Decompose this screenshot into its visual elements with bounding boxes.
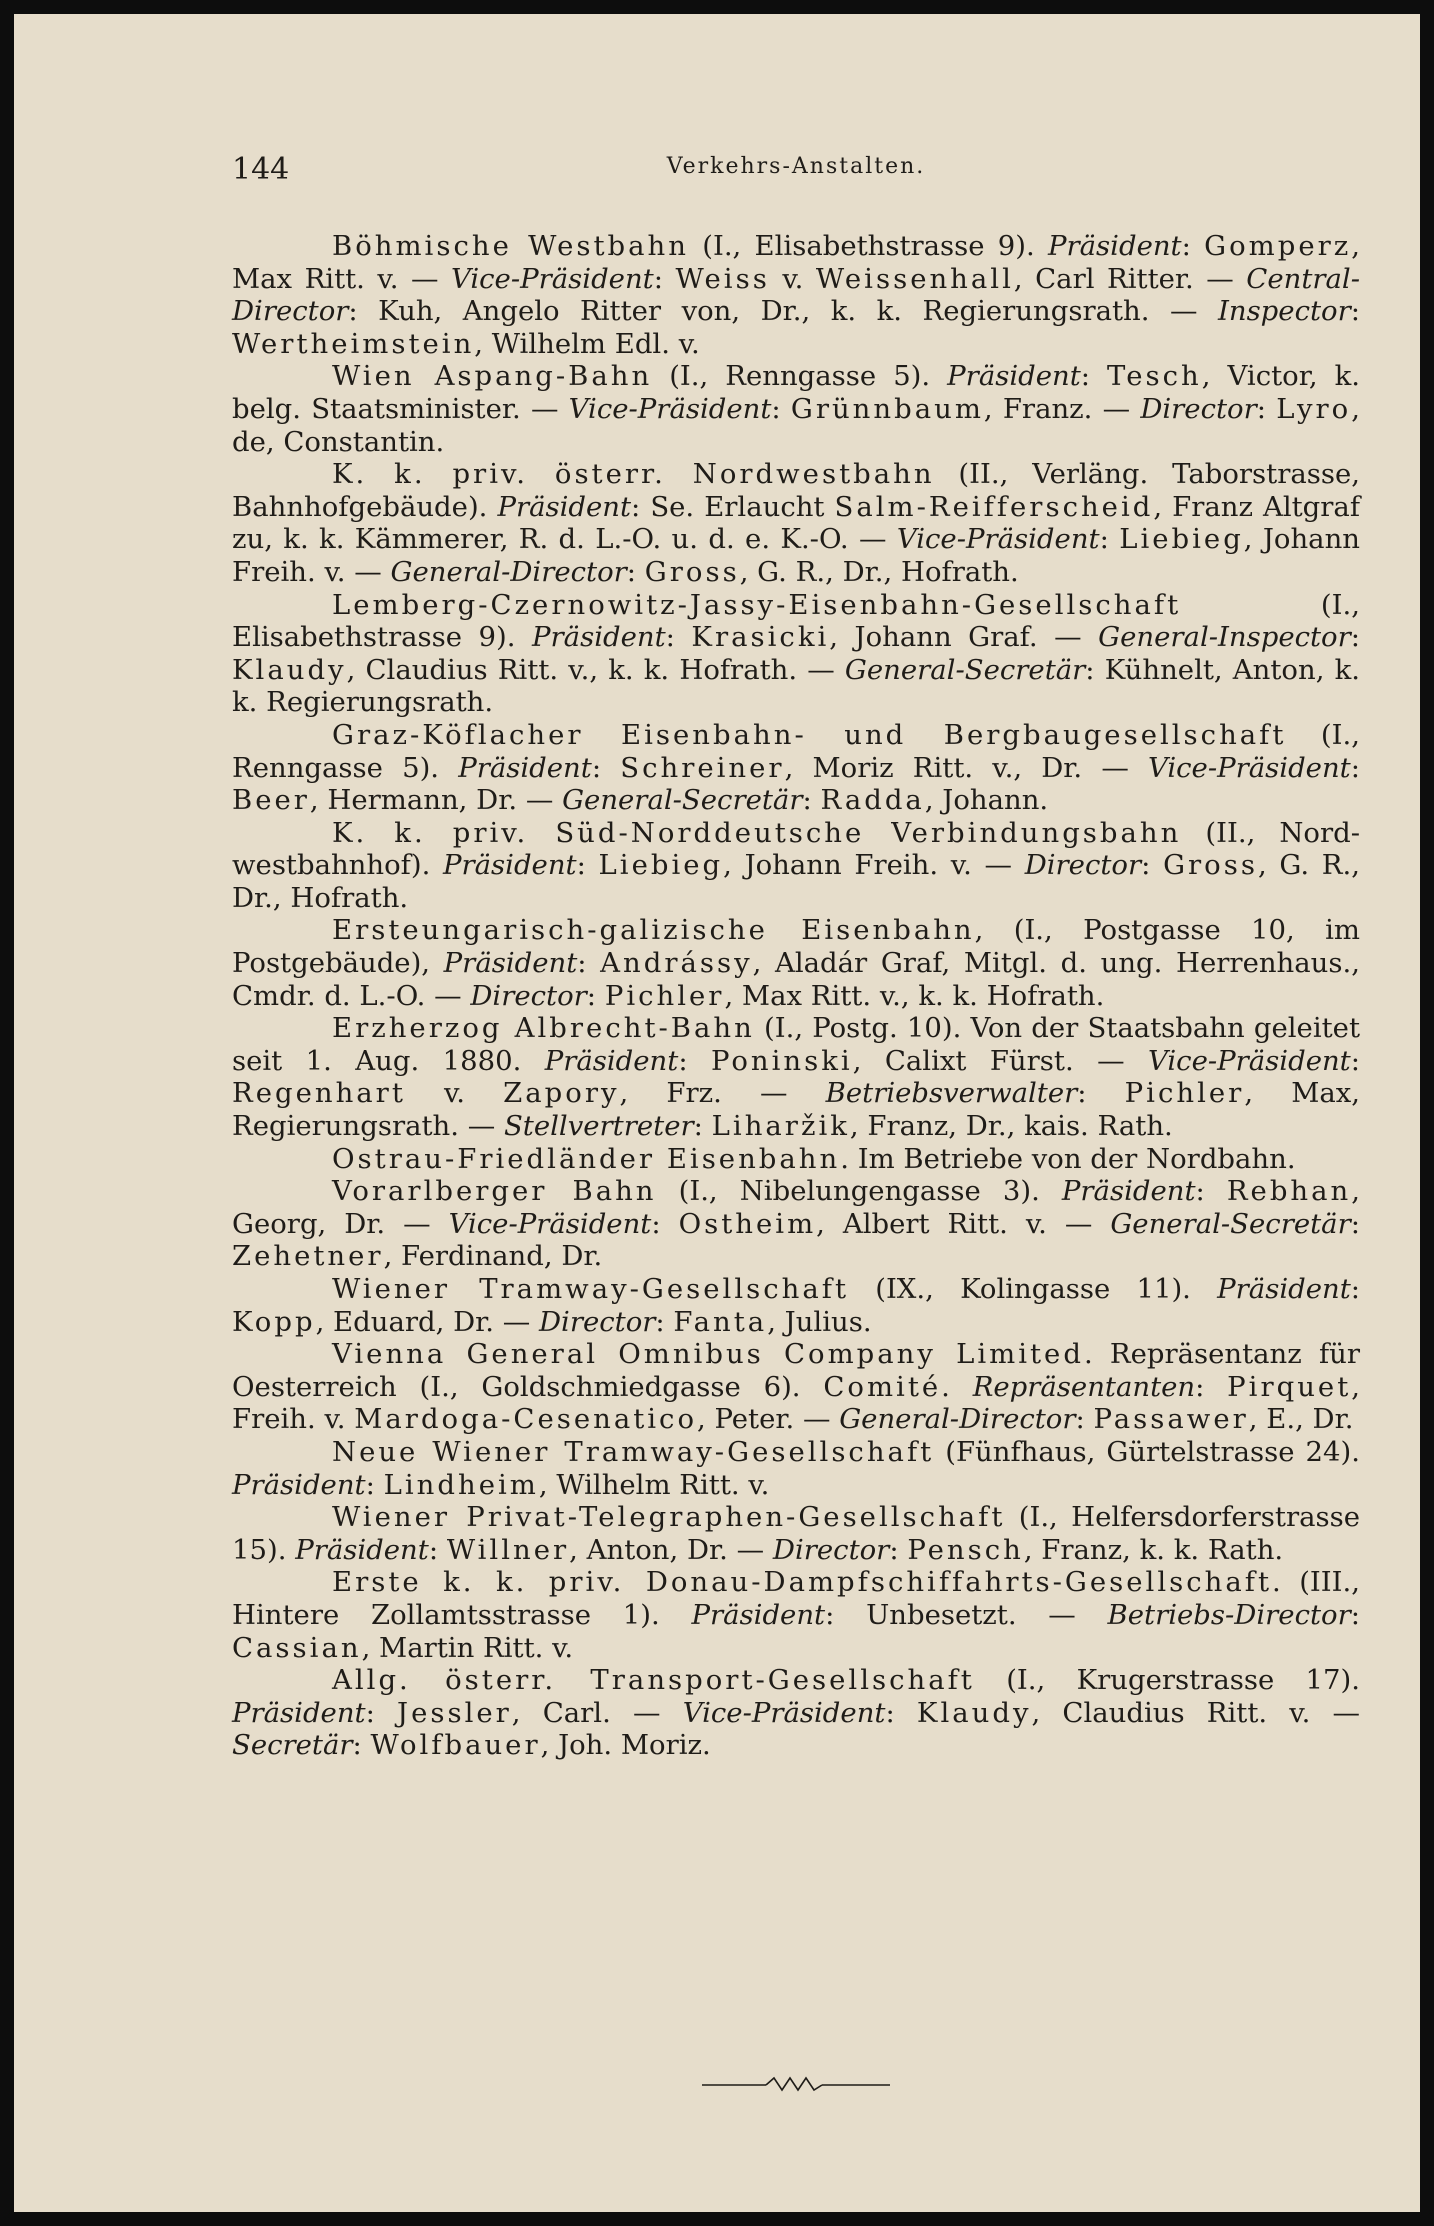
entry-name: Erzherzog Albrecht-Bahn <box>332 1012 755 1045</box>
entry-text: . Im Betriebe von der Nordbahn. <box>840 1142 1296 1175</box>
entry-name: Graz-Köflacher Eisenbahn- und Bergbaugesellschaft <box>332 718 1287 751</box>
entry-text: (I., Renngasse 5). Präsident: Schreiner, Moriz Ritt. v., Dr. — Vice-Präsident: Beer, Hermann, Dr. — General-Secretär: Radda, Johann. <box>232 718 1360 817</box>
entry-text: (I., Elisabethstrasse 9). Präsident: Gomperz, Max Ritt. v. — Vice-Präsident: Weiss v. Weissenhall, Carl Ritter. — Central-Director: Kuh, Angelo Ritter von, Dr., k. k. Regierungsrath. — Inspector: Wertheimstein, Wilhelm Edl. v. <box>232 230 1361 360</box>
entry-name: Böhmische Westbahn <box>332 230 689 262</box>
entry-name: Wiener Privat-Telegraphen-Gesellschaft <box>332 1501 1006 1534</box>
running-title: Verkehrs-Anstalten. <box>666 154 926 179</box>
entry-name: Erste k. k. priv. Donau-Dampfschiffahrts-Gesellschaft <box>332 1566 1272 1599</box>
entry-name: Wien Aspang-Bahn <box>332 360 653 393</box>
entry-name: Lemberg-Czernowitz-Jassy-Eisenbahn-Gesellschaft <box>332 588 1182 621</box>
entry-name: Ersteungarisch-galizische Eisenbahn <box>332 914 975 947</box>
entry-text: (I., Renngasse 5). Präsident: Tesch, Victor, k. belg. Staatsminister. — Vice-Präsident: Grünnbaum, Franz. — Director: Lyro, de, Constantin. <box>232 360 1360 458</box>
entry-text: , (I., Postgasse 10, im Postgebäude), Präsident: Andrássy, Aladár Graf, Mitgl. d. ung. Herrenhaus., Cmdr. d. L.-O. — Director: Pichler, Max Ritt. v., k. k. Hofrath. <box>232 914 1360 1012</box>
entry-text: (IX., Kolingasse 11). Präsident: Kopp, Eduard, Dr. — Director: Fanta, Julius. <box>232 1273 1361 1338</box>
entries-list <box>232 230 1360 1762</box>
entry-name: Ostrau-Friedländer Eisenbahn <box>332 1142 841 1175</box>
entry <box>232 1338 1360 1436</box>
entry <box>232 1143 1360 1176</box>
entry-name: Vienna General Omnibus Company Limited <box>332 1338 1084 1371</box>
entry-text: (I., Nibelungengasse 3). Präsident: Rebhan, Georg, Dr. — Vice-Präsident: Ostheim, Albert Ritt. v. — General-Secretär: Zehetner, Ferdinand, Dr. <box>232 1175 1360 1273</box>
entry-text: (I., Elisabethstrasse 9). Präsident: Krasicki, Johann Graf. — General-Inspector: Klaudy, Claudius Ritt. v., k. k. Hofrath. — General-Secretär: Kühnelt, Anton, k. k. Regierungsrath. <box>232 588 1361 719</box>
entry-name: Neue Wiener Tramway-Gesellschaft <box>332 1435 935 1468</box>
entry <box>232 817 1360 915</box>
page-header <box>232 152 1360 196</box>
entry <box>232 1566 1360 1664</box>
entry <box>232 1501 1360 1566</box>
entry-text: (Fünfhaus, Gürtelstrasse 24). Präsident: Lindheim, Wilhelm Ritt. v. <box>232 1435 1360 1501</box>
entry-text: (I., Postg. 10). Von der Staatsbahn geleitet seit 1. Aug. 1880. Präsident: Poninski, Calixt Fürst. — Vice-Präsident: Regenhart v. Zapory, Frz. — Betriebsverwalter: Pichler, Max, Regierungsrath. — Stellvertreter: Liharžik, Franz, Dr., kais. Rath. <box>232 1012 1360 1143</box>
end-ornament <box>702 2074 890 2094</box>
entry-text: . (III., Hintere Zollamtsstrasse 1). Präsident: Unbesetzt. — Betriebs-Director: Cassian, Martin Ritt. v. <box>232 1566 1360 1664</box>
entry <box>232 1664 1360 1762</box>
entry <box>232 458 1360 588</box>
entry <box>232 1175 1360 1273</box>
entry <box>232 589 1360 719</box>
entry <box>232 1436 1360 1501</box>
entry <box>232 914 1360 1012</box>
entry-text: (II., Nordwestbahnhof). Präsident: Liebieg, Johann Freih. v. — Director: Gross, G. R., Dr., Hofrath. <box>232 816 1360 914</box>
entry-name: Vorarlberger Bahn <box>332 1175 657 1208</box>
entry-text: (II., Verläng. Taborstrasse, Bahnhofgebäude). Präsident: Se. Erlaucht Salm-Reifferscheid, Franz Altgraf zu, k. k. Kämmerer, R. d. L.-O. u. d. e. K.-O. — Vice-Präsident: Liebieg, Johann Freih. v. — General-Director: Gross, G. R., Dr., Hofrath. <box>232 458 1360 588</box>
page-content <box>232 152 1360 2132</box>
entry-name: K. k. priv. österr. Nordwestbahn <box>332 458 935 491</box>
entry <box>232 719 1360 817</box>
entry-text: . Repräsentanz für Oesterreich (I., Goldschmiedgasse 6). Comité. Repräsentanten: Pirquet, Freih. v. Mardoga-Cesenatico, Peter. — General-Director: Passawer, E., Dr. <box>232 1338 1361 1436</box>
entry-name: K. k. priv. Süd-Norddeutsche Verbindungsbahn <box>332 816 1182 849</box>
entry <box>232 360 1360 458</box>
page-number: 144 <box>232 152 290 187</box>
page-paper <box>14 14 1420 2212</box>
entry <box>232 230 1360 360</box>
entry-name: Allg. österr. Transport-Gesellschaft <box>332 1664 975 1697</box>
entry-name: Wiener Tramway-Gesellschaft <box>332 1273 849 1305</box>
entry-text: (I., Krugerstrasse 17). Präsident: Jessler, Carl. — Vice-Präsident: Klaudy, Claudius Ritt. v. — Secretär: Wolfbauer, Joh. Moriz. <box>232 1664 1360 1762</box>
entry <box>232 1273 1360 1338</box>
entry-text: (I., Helfersdorferstrasse 15). Präsident: Willner, Anton, Dr. — Director: Pensch, Franz, k. k. Rath. <box>232 1501 1360 1566</box>
entry <box>232 1012 1360 1142</box>
